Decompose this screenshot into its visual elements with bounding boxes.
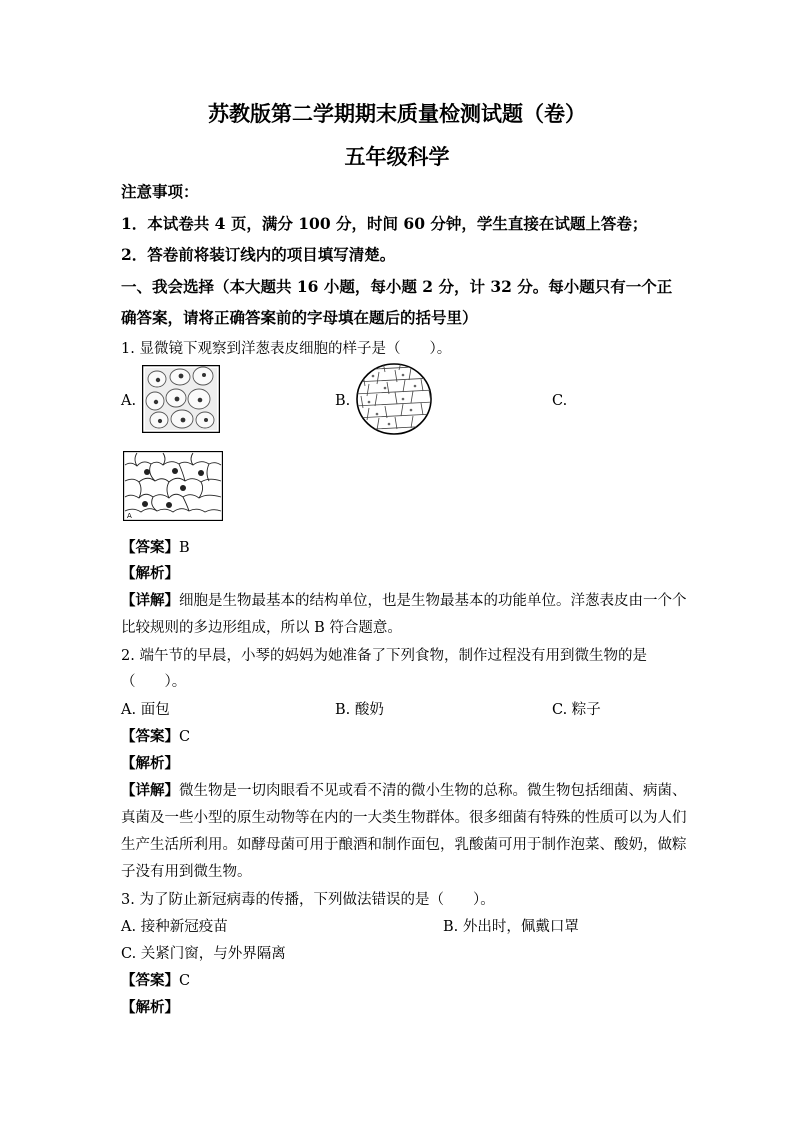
q2-detail-line-1: [121, 779, 687, 800]
section-heading-line-2: 确答案，请将正确答案前的字母填在题后的括号里）: [121, 308, 478, 327]
q1-option-b-label: B.: [335, 393, 351, 409]
section-heading-line-1: 一、我会选择（本大题共 16 小题，每小题 2 分，计 32 分。每小题只有一个正: [121, 277, 673, 296]
q2-answer: [121, 725, 190, 746]
answer-tag: 【答案】: [121, 728, 179, 745]
page-title: 苏教版第二学期期末质量检测试题（卷）: [208, 101, 586, 126]
q3-answer: [121, 969, 190, 990]
answer-value: B: [179, 540, 190, 556]
detail-tag: 【详解】: [121, 782, 179, 799]
q3-stem: 3. 为了防止新冠病毒的传播，下列做法错误的是（ ）。: [121, 892, 495, 908]
q1-option-b-image: [355, 362, 433, 436]
q1-option-c-image: [123, 451, 223, 521]
q2-option-b: B. 酸奶: [335, 702, 384, 718]
detail-text: 细胞是生物最基本的结构单位，也是生物最基本的功能单位。洋葱表皮由一个个: [179, 593, 687, 609]
q1-option-a-label: A.: [121, 393, 137, 409]
q3-option-b: B. 外出时，佩戴口罩: [443, 919, 579, 935]
q2-stem-line-1: 2. 端午节的早晨，小琴的妈妈为她准备了下列食物，制作过程没有用到微生物的是: [121, 648, 647, 664]
q2-detail-line-4: 子没有用到微生物。: [121, 864, 252, 880]
page-subtitle: 五年级科学: [344, 144, 450, 169]
q2-stem-line-2: （ ）。: [121, 674, 187, 690]
detail-tag: 【详解】: [121, 592, 179, 609]
q1-detail-line-2: 比较规则的多边形组成，所以 B 符合题意。: [121, 620, 402, 636]
answer-value: C: [179, 729, 191, 745]
q1-analysis-tag: 【解析】: [121, 565, 179, 582]
q1-option-c-image-letter: A: [127, 512, 132, 520]
answer-tag: 【答案】: [121, 539, 179, 556]
q3-option-a: A. 接种新冠疫苗: [121, 919, 228, 935]
q3-option-c: C. 关紧门窗，与外界隔离: [121, 946, 286, 962]
q3-analysis-tag: 【解析】: [121, 999, 179, 1016]
detail-text: 微生物是一切肉眼看不见或看不清的微小生物的总称。微生物包括细菌、病菌、: [179, 783, 687, 799]
q1-answer: [121, 536, 190, 557]
q1-stem: 1. 显微镜下观察到洋葱表皮细胞的样子是（ ）。: [121, 341, 452, 357]
notes-item-2: 2．答卷前将装订线内的项目填写清楚。: [121, 245, 396, 264]
q2-detail-line-2: 真菌及一些小型的原生动物等在内的一大类生物群体。很多细菌有特殊的性质可以为人们: [121, 810, 687, 826]
answer-value: C: [179, 973, 191, 989]
q2-detail-line-3: 生产生活所利用。如酵母菌可用于酿酒和制作面包，乳酸菌可用于制作泡菜、酸奶，做粽: [121, 837, 687, 853]
q2-option-a: A. 面包: [121, 702, 170, 718]
notes-heading: 注意事项：: [121, 182, 199, 201]
q2-option-c: C. 粽子: [552, 702, 601, 718]
notes-item-1: 1．本试卷共 4 页，满分 100 分，时间 60 分钟，学生直接在试题上答卷；: [121, 214, 648, 233]
answer-tag: 【答案】: [121, 972, 179, 989]
q1-option-c-label: C.: [552, 393, 568, 409]
q1-option-a-image: [142, 365, 220, 433]
q1-detail-line-1: [121, 589, 687, 610]
q2-analysis-tag: 【解析】: [121, 755, 179, 772]
